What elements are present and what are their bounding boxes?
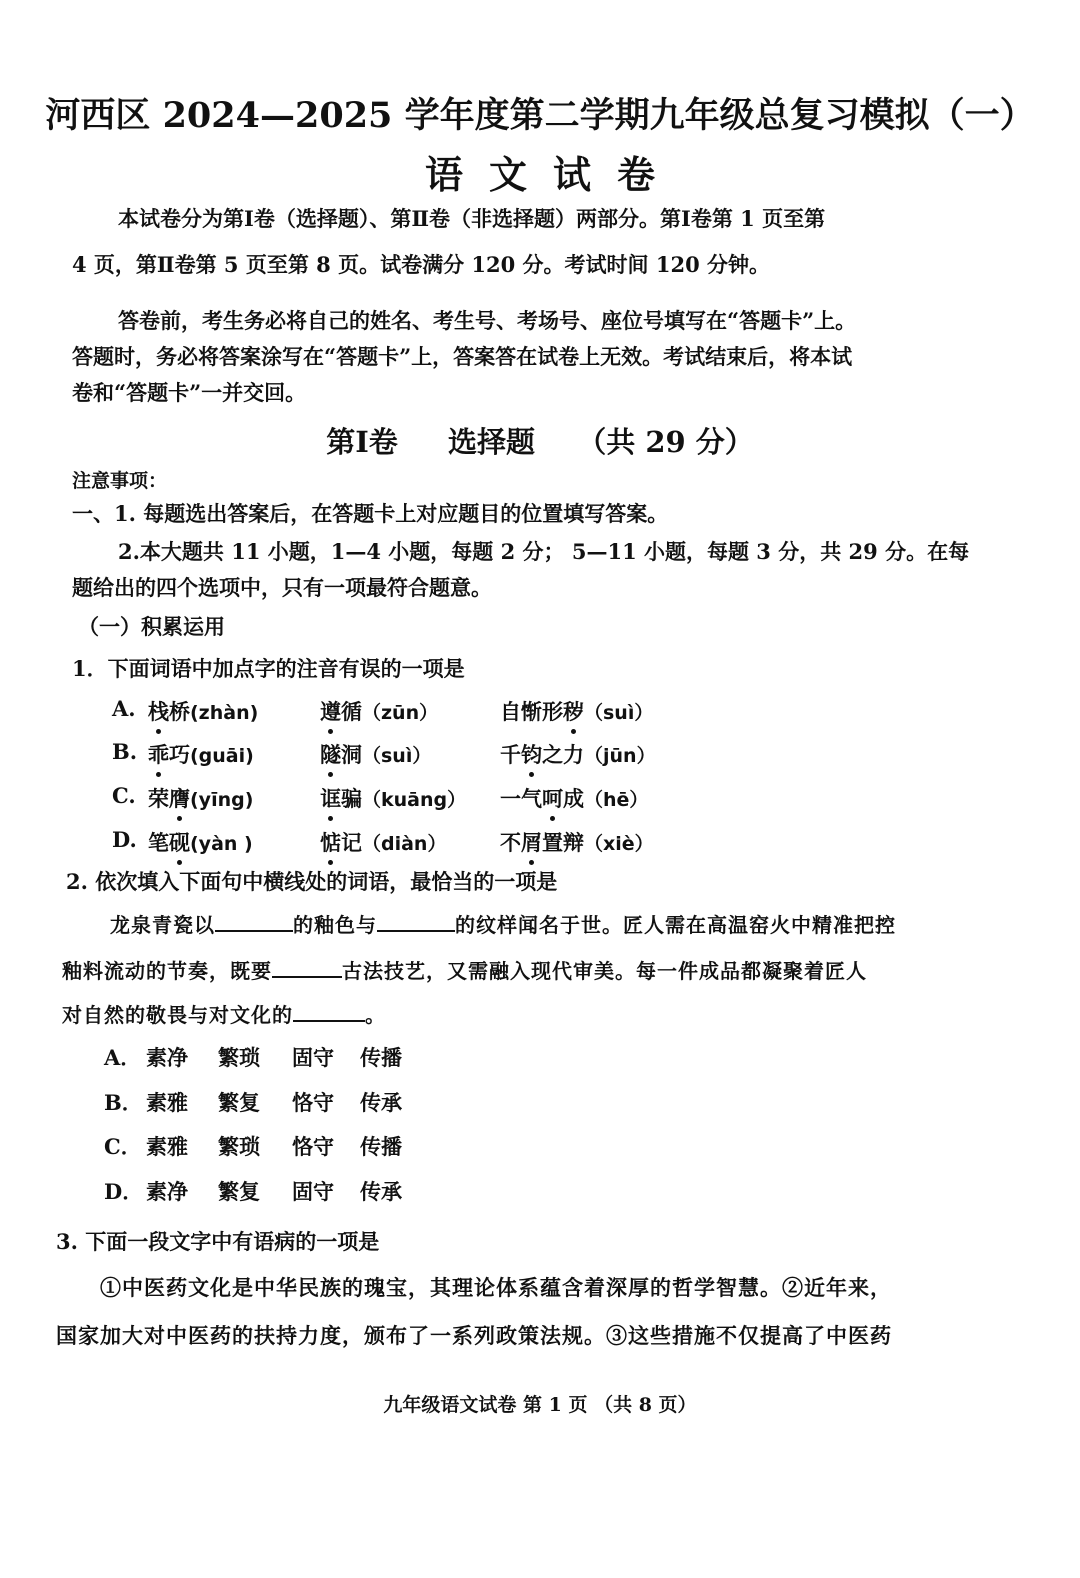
q1-dotted-char: 惦 [320, 827, 341, 857]
q1-pinyin: （jūn） [584, 745, 656, 767]
q1-word-2 [320, 739, 431, 769]
q1-word-text: 巧 [169, 742, 190, 767]
q2-option-word: 传播 [360, 1045, 402, 1070]
q1-pinyin: （xiè） [584, 833, 654, 855]
q2-passage-line1 [110, 909, 896, 938]
notice-item-2-line2: 题给出的四个选项中，只有一项最符合题意。 [72, 575, 492, 600]
q1-word-text: 自惭形 [500, 699, 563, 724]
q2-option-word: 繁复 [218, 1090, 260, 1115]
q1-pinyin: (yàn ) [190, 833, 253, 855]
q1-pinyin: (zhàn) [190, 702, 259, 724]
q2-blank-1 [215, 929, 293, 932]
q2-option-word: 固守 [292, 1045, 334, 1070]
q1-stem: 1．下面词语中加点字的注音有误的一项是 [72, 656, 465, 681]
q2-text: 龙泉青瓷以 [110, 913, 215, 937]
q2-option-word: 传播 [360, 1134, 402, 1159]
q1-word-2 [320, 696, 438, 726]
q1-word-text: 笔 [148, 830, 169, 855]
q2-blank-3 [272, 975, 342, 978]
q2-option-label: C． [104, 1134, 142, 1159]
q1-word-1 [148, 739, 254, 769]
notice-item-2-line1: 2.本大题共 11 小题，1—4 小题，每题 2 分； 5—11 小题，每题 3 分，共 29 分。在每 [118, 539, 970, 564]
q1-pinyin: （hē） [584, 789, 649, 811]
q1-pinyin: （diàn） [362, 833, 447, 855]
intro-p1-line1: 本试卷分为第Ⅰ卷（选择题）、第Ⅱ卷（非选择题）两部分。第Ⅰ卷第 1 页至第 [118, 206, 826, 231]
q2-option-word: 恪守 [292, 1090, 334, 1115]
section1-heading [0, 420, 1080, 461]
q1-word-3 [500, 827, 654, 857]
section1-heading-part: 第Ⅰ卷 [326, 425, 398, 459]
exam-subtitle: 语文试卷 [424, 152, 681, 197]
q2-option-word: 恪守 [292, 1134, 334, 1159]
page-footer: 九年级语文试卷 第 1 页 （共 8 页） [383, 1394, 697, 1416]
q1-dotted-char: 呵 [542, 783, 563, 813]
q2-option-word: 素净 [146, 1045, 188, 1070]
q2-option-word: 繁琐 [218, 1134, 260, 1159]
q1-dotted-char: 砚 [169, 827, 190, 857]
q1-pinyin: （kuāng） [362, 789, 467, 811]
q3-stem: 3. 下面一段文字中有语病的一项是 [56, 1229, 380, 1254]
q1-dotted-char: 诓 [320, 783, 341, 813]
q1-pinyin: (guāi) [190, 745, 254, 767]
q1-option-label: C. [112, 783, 136, 808]
q1-dotted-char: 隧 [320, 739, 341, 769]
q1-word-3 [500, 739, 656, 769]
q2-option-word: 繁琐 [218, 1045, 260, 1070]
q1-word-text: 千 [500, 742, 521, 767]
q1-word-2 [320, 783, 466, 813]
q2-text: 对自然的敬畏与对文化的 [62, 1003, 293, 1027]
q1-word-text: 循 [341, 699, 362, 724]
q1-pinyin: （suì） [362, 745, 432, 767]
q1-dotted-char: 乖 [148, 739, 169, 769]
q2-stem: 2. 依次填入下面句中横线处的词语，最恰当的一项是 [66, 869, 558, 894]
q1-dotted-char: 屑 [521, 827, 542, 857]
q1-pinyin: (yīng) [190, 789, 254, 811]
q2-option-label: A． [104, 1045, 142, 1070]
q2-passage-line2 [62, 955, 867, 984]
q1-word-text: 骗 [341, 786, 362, 811]
q1-word-text: 一气 [500, 786, 542, 811]
q1-word-text: 之力 [542, 742, 584, 767]
q2-option-word: 固守 [292, 1179, 334, 1204]
q1-option-label: B. [112, 739, 138, 764]
intro-p2-line1: 答卷前，考生务必将自己的姓名、考生号、考场号、座位号填写在“答题卡”上。 [118, 308, 857, 333]
intro-p1-line2: 4 页，第Ⅱ卷第 5 页至第 8 页。试卷满分 120 分。考试时间 120 分钟。 [72, 252, 771, 277]
exam-title: 河西区 2024—2025 学年度第二学期九年级总复习模拟（一） [45, 95, 1035, 136]
q2-option-label: B． [104, 1090, 143, 1115]
q1-pinyin: （suì） [584, 702, 654, 724]
q2-option-word: 繁复 [218, 1179, 260, 1204]
q3-passage-line2: 国家加大对中医药的扶持力度，颁布了一系列政策法规。③这些措施不仅提高了中医药 [56, 1323, 892, 1348]
q1-word-2 [320, 827, 446, 857]
q1-word-text: 记 [341, 830, 362, 855]
q2-option-word: 素雅 [146, 1090, 188, 1115]
q1-word-text: 洞 [341, 742, 362, 767]
q3-passage-line1: ①中医药文化是中华民族的瑰宝，其理论体系蕴含着深厚的哲学智慧。②近年来， [100, 1275, 892, 1300]
q1-dotted-char: 钧 [521, 739, 542, 769]
q2-text: 的纹样闻名于世。匠人需在高温窑火中精准把控 [455, 913, 896, 937]
q1-dotted-char: 遵 [320, 696, 341, 726]
q2-text: 釉料流动的节奏，既要 [62, 959, 272, 983]
q1-word-text: 置辩 [542, 830, 584, 855]
q1-word-1 [148, 827, 253, 857]
q2-option-label: D． [104, 1179, 144, 1204]
section1-heading-score: （共 29 分） [577, 425, 754, 459]
q2-text: 。 [365, 1003, 386, 1027]
q2-blank-4 [293, 1019, 365, 1022]
q1-pinyin: （zūn） [362, 702, 439, 724]
q2-blank-2 [377, 929, 455, 932]
section1-heading-type: 选择题 [448, 425, 536, 459]
q1-word-1 [148, 696, 258, 726]
q2-option-word: 传承 [360, 1179, 402, 1204]
q1-dotted-char: 膺 [169, 783, 190, 813]
part-label: （一）积累运用 [78, 614, 225, 639]
q1-dotted-char: 秽 [563, 696, 584, 726]
intro-p2-line2: 答题时，务必将答案涂写在“答题卡”上，答案答在试卷上无效。考试结束后，将本试 [72, 344, 853, 369]
q2-text: 古法技艺，又需融入现代审美。每一件成品都凝聚着匠人 [342, 959, 867, 983]
q1-dotted-char: 栈 [148, 696, 169, 726]
q1-option-label: A. [112, 696, 136, 721]
notice-label: 注意事项： [72, 470, 168, 492]
q2-text: 的釉色与 [293, 913, 377, 937]
q2-option-word: 素雅 [146, 1134, 188, 1159]
q1-word-1 [148, 783, 253, 813]
q1-word-3 [500, 783, 648, 813]
q2-option-word: 素净 [146, 1179, 188, 1204]
q1-word-text: 成 [563, 786, 584, 811]
intro-p2-line3: 卷和“答题卡”一并交回。 [72, 380, 307, 405]
q1-word-3 [500, 696, 653, 726]
q1-word-text: 不 [500, 830, 521, 855]
notice-item-1: 一、1. 每题选出答案后，在答题卡上对应题目的位置填写答案。 [72, 501, 669, 526]
q1-word-text: 桥 [169, 699, 190, 724]
q2-option-word: 传承 [360, 1090, 402, 1115]
q2-passage-line3 [62, 999, 386, 1028]
q1-option-label: D. [112, 827, 137, 852]
q1-word-text: 荣 [148, 786, 169, 811]
